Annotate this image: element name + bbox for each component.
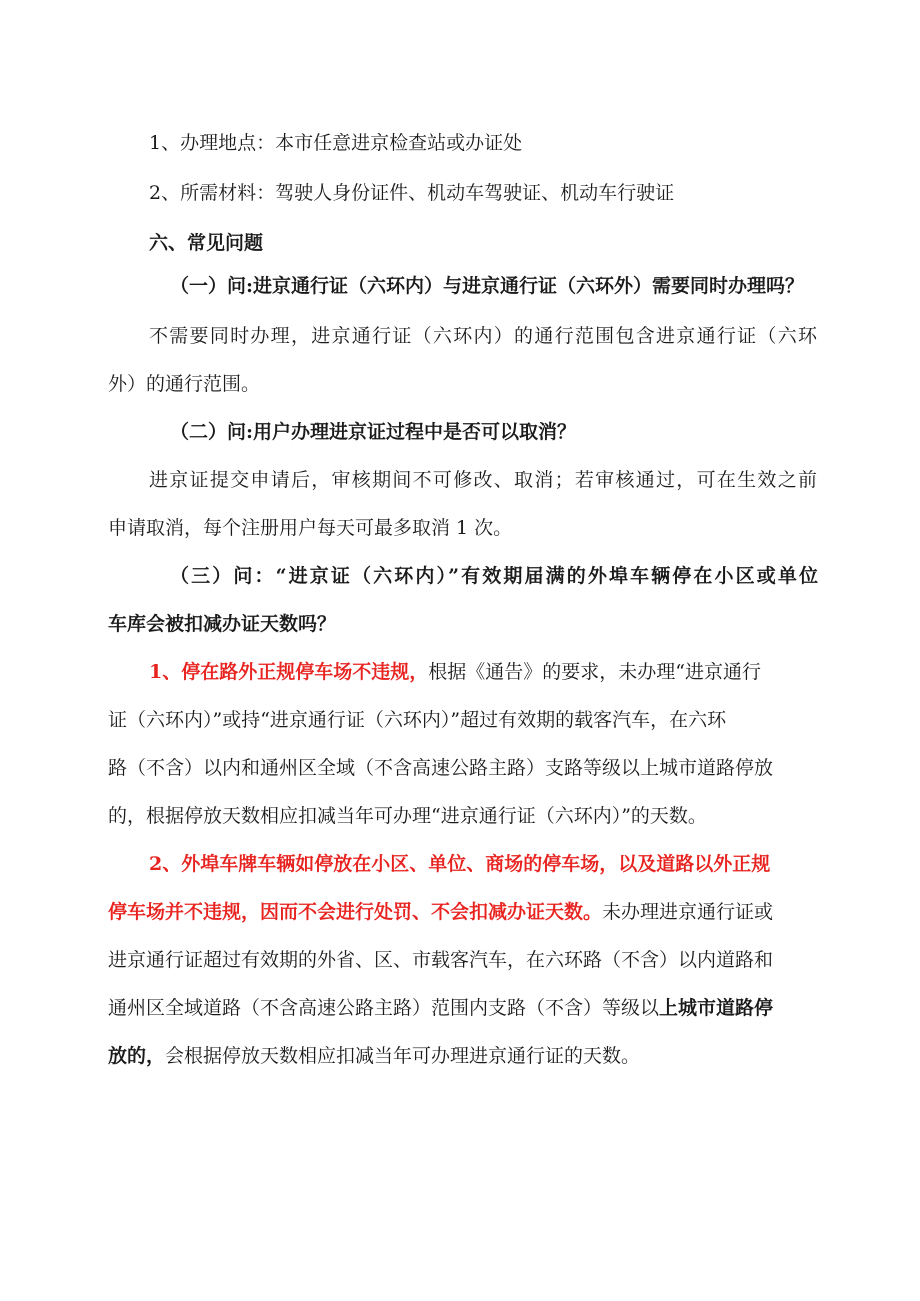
faq-q2-question: （二）问:用户办理进京证过程中是否可以取消？: [170, 421, 577, 443]
faq-q3-point2-line4-bold: 上城市道路停: [659, 997, 774, 1019]
faq-q2-answer-text1: 进京证提交申请后，审核期间不可修改、取消；若审核通过，可在生效之前: [149, 469, 817, 491]
faq-q3-point2-line5-rest: 会根据停放天数相应扣减当年可办理进京通行证的天数。: [165, 1045, 641, 1067]
faq-q1-answer-line1: [149, 324, 817, 348]
faq-q2-answer-line1: [149, 468, 817, 492]
faq-q2-answer-line2: 申请取消，每个注册用户每天可最多取消 1 次。: [108, 517, 513, 539]
faq-q3-point2-line3: 进京通行证超过有效期的外省、区、市载客汽车，在六环路（不含）以内道路和: [108, 949, 774, 971]
faq-q3-point1-line1-rest: 根据《通告》的要求，未办理“进京通行: [428, 661, 761, 683]
faq-q3-point2-line5-bold: 放的，: [108, 1045, 166, 1067]
faq-q3-point1-line4: 的，根据停放天数相应扣减当年可办理“进京通行证（六环内）”的天数。: [108, 805, 707, 827]
faq-q3-point2-line4: [108, 996, 818, 1020]
faq-q3-point1-line3: 路（不含）以内和通州区全域（不含高速公路主路）支路等级以上城市道路停放: [108, 757, 774, 779]
faq-q3-point2-line4-normal: 通州区全域道路（不含高速公路主路）范围内支路（不含）等级以: [108, 997, 660, 1019]
faq-q3-point2-red-line1: 2、外埠车牌车辆如停放在小区、单位、商场的停车场，以及道路以外正规: [149, 853, 771, 875]
faq-q3-point1-line1: [149, 660, 859, 684]
faq-q3-point2-line2-rest: 未办理进京通行证或: [602, 901, 774, 923]
item-materials: 2、所需材料：驾驶人身份证件、机动车驾驶证、机动车行驶证: [149, 182, 675, 204]
faq-q3-question-text1: （三）问：“进京证（六环内）”有效期届满的外埠车辆停在小区或单位: [170, 565, 818, 587]
faq-q3-question-line2: 车库会被扣减办证天数吗？: [108, 613, 337, 635]
faq-q1-question: （一）问:进京通行证（六环内）与进京通行证（六环外）需要同时办理吗？: [170, 275, 805, 297]
faq-q3-point2-red-line2: 停车场并不违规，因而不会进行处罚、不会扣减办证天数。: [108, 901, 603, 923]
faq-q1-answer-text1: 不需要同时办理，进京通行证（六环内）的通行范围包含进京通行证（六环: [149, 325, 817, 347]
faq-heading: 六、常见问题: [149, 232, 264, 254]
faq-q3-question-line1: [170, 564, 818, 588]
faq-q3-point2-line5: [108, 1044, 818, 1068]
faq-q3-point1-red: 1、停在路外正规停车场不违规，: [149, 661, 429, 683]
faq-q3-point2-line2: [108, 900, 818, 924]
faq-q3-point1-line2: 证（六环内）”或持“进京通行证（六环内）”超过有效期的载客汽车，在六环: [108, 709, 727, 731]
item-location: 1、办理地点：本市任意进京检查站或办证处: [149, 132, 523, 154]
faq-q1-answer-line2: 外）的通行范围。: [108, 373, 261, 395]
